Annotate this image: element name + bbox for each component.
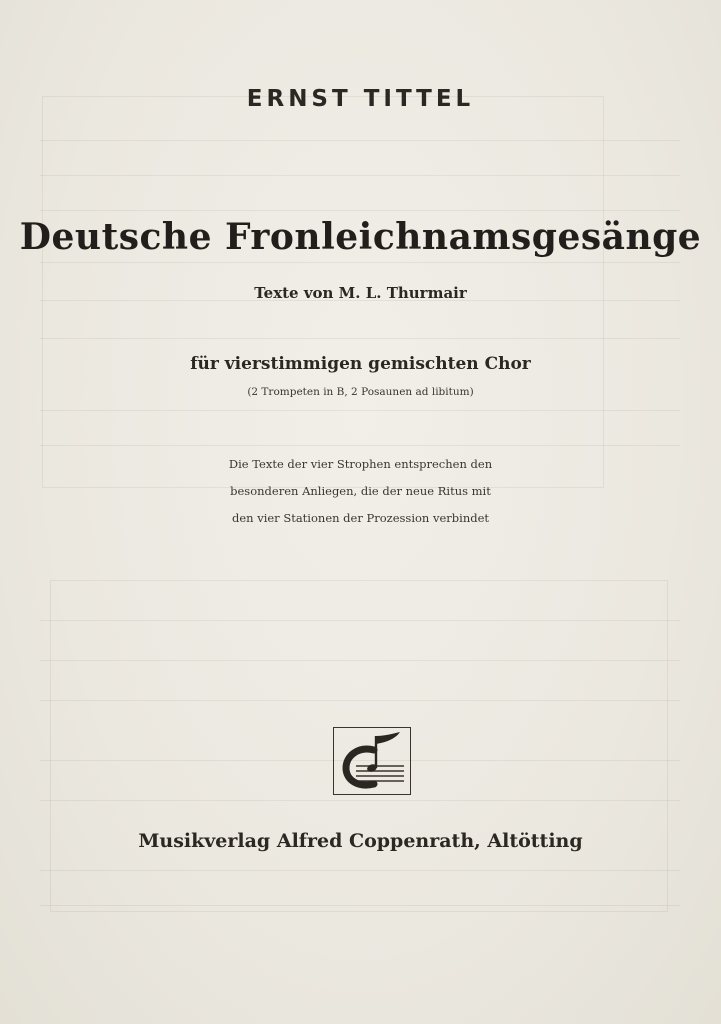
- publisher-name: Musikverlag Alfred Coppenrath, Altötting: [138, 830, 583, 852]
- music-note-logo-icon: [333, 727, 411, 795]
- page-title: Deutsche Fronleichnamsgesänge: [19, 216, 702, 258]
- text-author: Texte von M. L. Thurmair: [254, 284, 467, 302]
- composer-name: ERNST TITTEL: [246, 86, 475, 112]
- note-line-1: Die Texte der vier Strophen entsprechen den: [228, 457, 493, 471]
- note-line-3: den vier Stationen der Prozession verbindet: [231, 511, 490, 525]
- scoring-choir: für vierstimmigen gemischten Chor: [190, 354, 531, 374]
- scoring-instruments: (2 Trompeten in B, 2 Posaunen ad libitum): [247, 386, 474, 398]
- note-line-2: besonderen Anliegen, die der neue Ritus mit: [230, 484, 491, 498]
